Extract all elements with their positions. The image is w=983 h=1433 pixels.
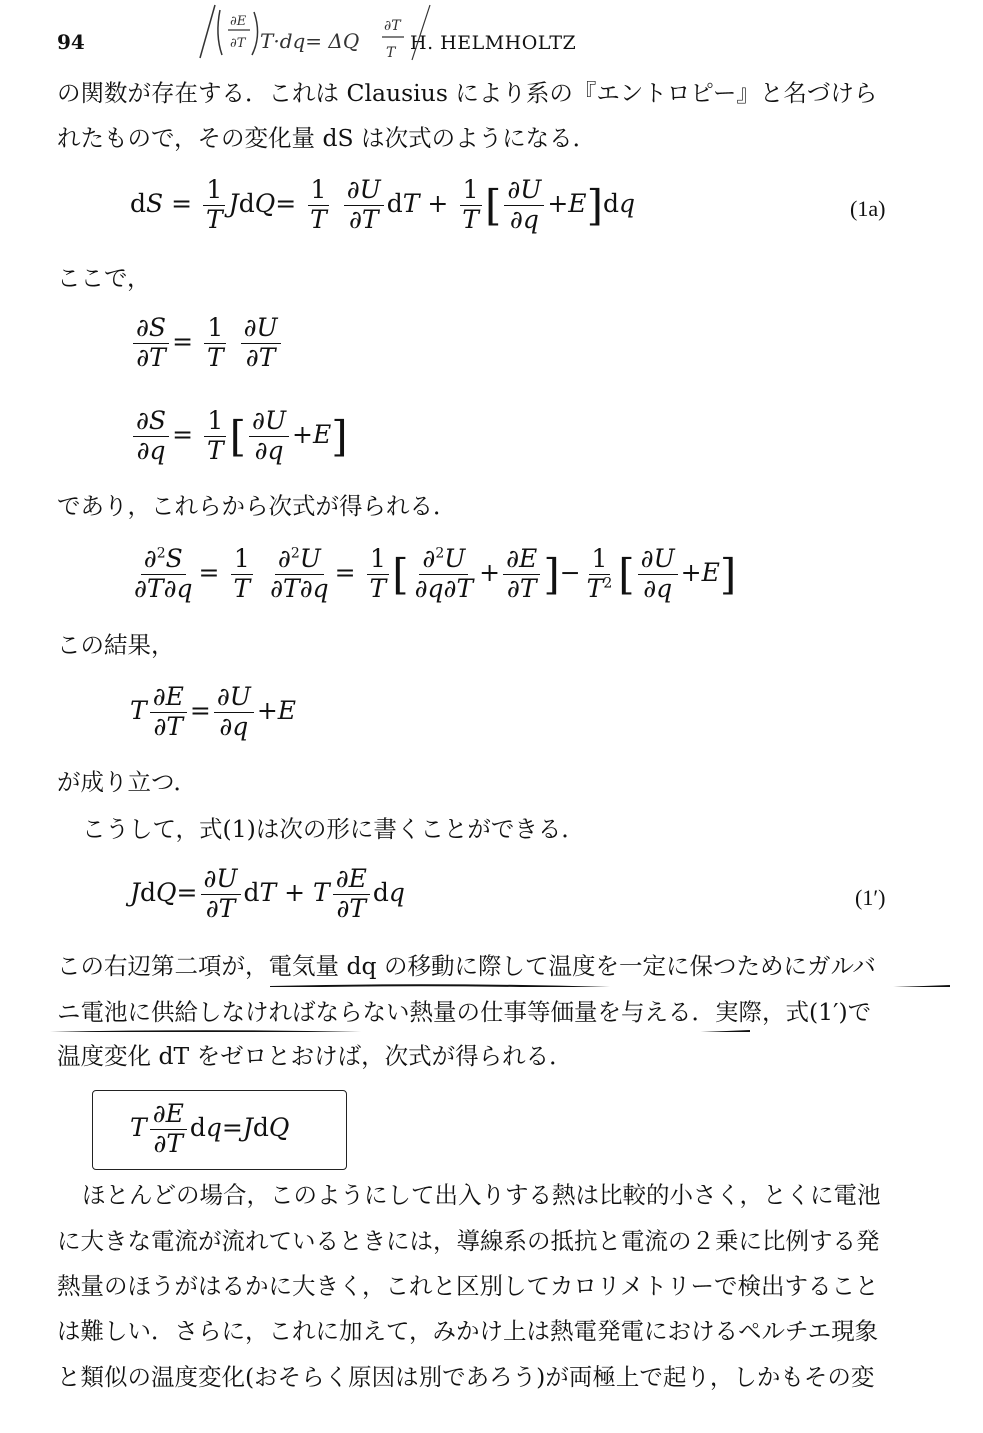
equation-boxed: T $\frac{\partial E}{\partial T}$ dq=JdQ [130,1099,290,1158]
text-line: こうして，式(1)は次の形に書くことができる． [82,815,585,843]
page-number: 94 [57,30,85,54]
text-line: が成り立つ． [57,768,198,796]
text-line: ニ電池に供給しなければならない熱量の仕事等価量を与える．実際，式(1′)で [57,998,872,1026]
text-line: であり，これらから次式が得られる． [57,492,457,520]
text-line: 熱量のほうがはるかに大きく，これと区別してカロリメトリーで検出すること [57,1272,879,1300]
svg-text:∂T: ∂T [230,36,246,51]
text-line: と類似の温度変化(おそらく原因は別であろう)が両極上で起り，しかもその変 [57,1363,875,1391]
text-line: この右辺第二項が，電気量 dq の移動に際して温度を一定に保つためにガルバ [57,952,876,980]
text-line: この結果， [57,631,175,659]
svg-text:T: T [386,45,396,61]
text-line: 温度変化 dT をゼロとおけば，次式が得られる． [57,1042,573,1070]
equation-number: (1′) [855,885,886,910]
text-line: ここで， [57,264,151,292]
equation-number: (1a) [850,196,886,221]
text-line: は難しい．さらに，これに加えて，みかけ上は熱電発電におけるペルチエ現象 [57,1317,879,1345]
handwritten-underline [50,1026,750,1032]
equation-second-derivative: $\frac{\partial^2S}{\partial T\partial q}$ = $\frac{1}{T}$ $\frac{\partial^2U}{\partial T\partial q}$ = $\frac{1}{T}$ [ $\frac{\partial^2U}{\partial q\partial T}$ + $\frac{\partial E}{\partial T}$ ]− $\frac{1}{T^2}$ [ $\frac{\partial U}{\partial q}$ +E] [134,544,737,603]
svg-text:T·dq= ΔQ: T·dq= ΔQ [260,29,360,53]
running-header-author: H. HELMHOLTZ [410,32,577,54]
equation-1a: dS = $\frac{1}{T}$ JdQ= $\frac{1}{T}$ $\frac{\partial U}{\partial T}$ dT + $\frac{1}{T}$ [ $\frac{\partial U}{\partial q}$ +E]dq [130,175,635,234]
text-line: ほとんどの場合，このようにして出入りする熱は比較的小さく，とくに電池 [82,1181,881,1209]
equation-dS-dT: $\frac{\partial S}{\partial T}$ = $\frac{1}{T}$ $\frac{\partial U}{\partial T}$ [130,314,284,373]
text-line: の関数が存在する．これは Clausius により系の『エントロピー』と名づけら [57,79,878,107]
text-line: に大きな電流が流れているときには，導線系の抵抗と電流の２乗に比例する発 [57,1227,880,1255]
handwritten-underline [270,981,950,987]
equation-T-dE-dT: T $\frac{\partial E}{\partial T}$ = $\frac{\partial U}{\partial q}$ +E [130,682,297,741]
svg-text:∂E: ∂E [230,14,247,29]
equation-1-prime: JdQ= $\frac{\partial U}{\partial T}$ dT + T $\frac{\partial E}{\partial T}$ dq [130,864,405,923]
svg-text:∂T: ∂T [384,18,401,34]
equation-dS-dq: $\frac{\partial S}{\partial q}$ = $\frac{1}{T}$ [ $\frac{\partial U}{\partial q}$ +E] [130,407,348,466]
handwritten-annotation [160,0,500,70]
text-line: れたもので，その変化量 dS は次式のようになる． [57,124,597,152]
